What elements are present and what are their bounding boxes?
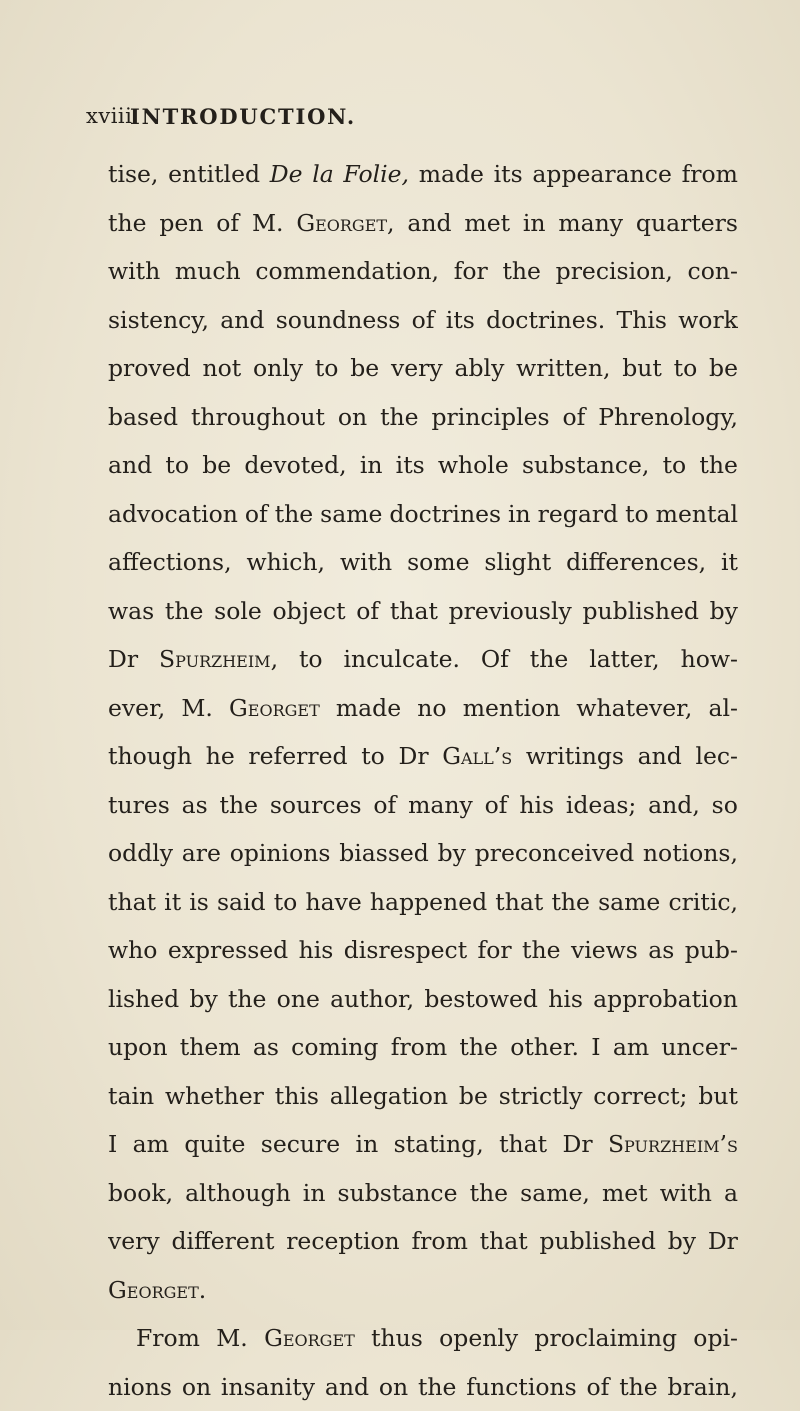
- text-line: that it is said to have happened that the same critic,: [108, 878, 738, 927]
- text-line: book, although in substance the same, met with a: [108, 1169, 738, 1218]
- text-line: ever, M. Georget made no mention whatever, al-: [108, 684, 738, 733]
- text-line: lished by the one author, bestowed his approbation: [108, 975, 738, 1024]
- text-line: very different reception from that published by Dr: [108, 1217, 738, 1266]
- text-line: upon them as coming from the other. I am uncer-: [108, 1023, 738, 1072]
- text-line: based throughout on the principles of Phrenology,: [108, 393, 738, 442]
- body-text: [108, 150, 738, 1411]
- text-line: tures as the sources of many of his ideas; and, so: [108, 781, 738, 830]
- text-line: the pen of M. Georget, and met in many quarters: [108, 199, 738, 248]
- text-line: affections, which, with some slight differences, it: [108, 538, 738, 587]
- text-line: sistency, and soundness of its doctrines. This work: [108, 296, 738, 345]
- text-line: oddly are opinions biassed by preconceived notions,: [108, 829, 738, 878]
- page-number: xviii: [86, 104, 132, 128]
- running-head: [86, 104, 736, 138]
- text-line: Georget.: [108, 1266, 738, 1315]
- text-line: tain whether this allegation be strictly correct; but: [108, 1072, 738, 1121]
- text-line: advocation of the same doctrines in regard to mental: [108, 490, 738, 539]
- text-line: I am quite secure in stating, that Dr Spurzheim’s: [108, 1120, 738, 1169]
- text-line: was the sole object of that previously published by: [108, 587, 738, 636]
- text-line: From M. Georget thus openly proclaiming opi-: [108, 1314, 738, 1363]
- text-line: Dr Spurzheim, to inculcate. Of the latter, how-: [108, 635, 738, 684]
- running-title: INTRODUCTION.: [130, 104, 356, 129]
- text-line: proved not only to be very ably written, but to be: [108, 344, 738, 393]
- text-line: nions on insanity and on the functions of the brain,: [108, 1363, 738, 1411]
- text-line: who expressed his disrespect for the views as pub-: [108, 926, 738, 975]
- text-line: though he referred to Dr Gall’s writings and lec-: [108, 732, 738, 781]
- text-line: with much commendation, for the precision, con-: [108, 247, 738, 296]
- text-line: tise, entitled De la Folie, made its appearance from: [108, 150, 738, 199]
- text-line: and to be devoted, in its whole substance, to the: [108, 441, 738, 490]
